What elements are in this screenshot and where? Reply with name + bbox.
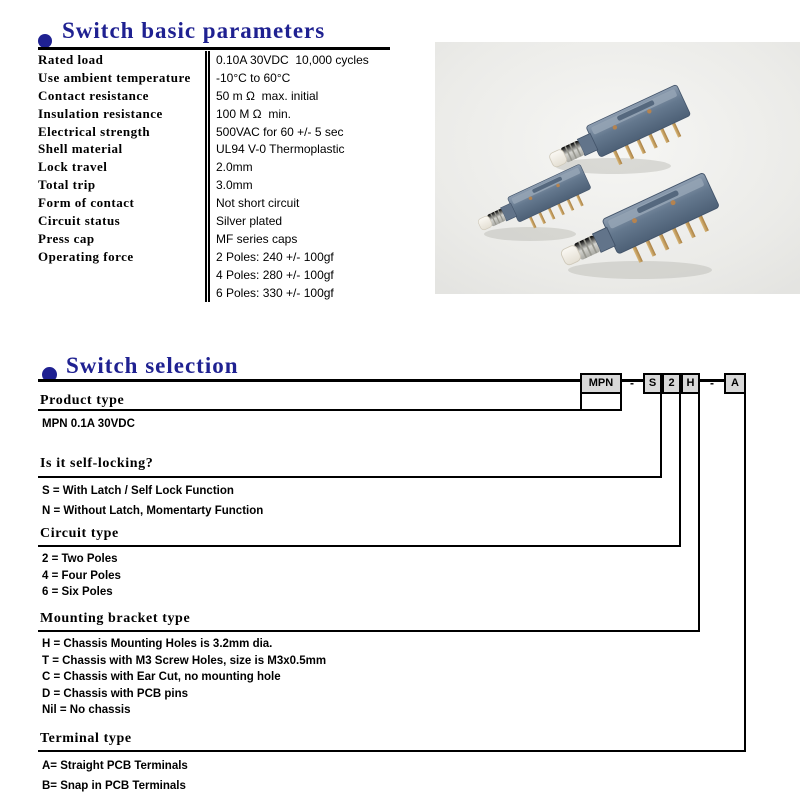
parameter-name: Circuit status bbox=[38, 212, 121, 228]
group-heading-product-type: Product type bbox=[40, 393, 125, 408]
parameter-value: 500VAC for 60 +/- 5 sec bbox=[216, 124, 344, 139]
table-row bbox=[38, 69, 390, 87]
table-row bbox=[38, 284, 390, 302]
option-item: H = Chassis Mounting Holes is 3.2mm dia. bbox=[42, 638, 273, 650]
parameter-name: Form of contact bbox=[38, 195, 135, 211]
parameter-value: 50 m Ω max. initial bbox=[216, 88, 319, 103]
option-item: D = Chassis with PCB pins bbox=[42, 687, 189, 700]
parameter-name: Operating force bbox=[38, 248, 134, 264]
table-row bbox=[38, 105, 390, 123]
group-rule bbox=[38, 545, 681, 547]
connector-line bbox=[744, 394, 746, 752]
group-heading-terminal-type: Terminal type bbox=[40, 731, 132, 746]
option-item: A= Straight PCB Terminals bbox=[42, 760, 188, 772]
option-item: C = Chassis with Ear Cut, no mounting hole bbox=[42, 671, 281, 683]
part-number-box-series: MPN bbox=[580, 373, 622, 394]
option-item: Nil = No chassis bbox=[42, 704, 131, 716]
group-rule bbox=[38, 630, 700, 632]
option-item: 2 = Two Poles bbox=[42, 553, 118, 565]
parameter-name: Rated load bbox=[38, 51, 104, 67]
parameters-table bbox=[38, 51, 390, 301]
table-row bbox=[38, 194, 390, 212]
parameter-value: 0.10A 30VDC 10,000 cycles bbox=[216, 52, 369, 67]
group-items-self-locking bbox=[42, 481, 263, 521]
option-item: 4 = Four Poles bbox=[42, 569, 121, 582]
table-row bbox=[38, 158, 390, 176]
section-bullet-icon bbox=[38, 34, 52, 48]
parameter-value: Silver plated bbox=[216, 213, 283, 228]
product-photo bbox=[435, 42, 800, 294]
parameter-name: Lock travel bbox=[38, 159, 108, 175]
group-items-mounting-bracket bbox=[42, 636, 326, 719]
part-number-separator: - bbox=[710, 376, 714, 390]
parameter-value: UL94 V-0 Thermoplastic bbox=[216, 142, 345, 157]
table-row bbox=[38, 51, 390, 69]
table-row bbox=[38, 140, 390, 158]
table-column-divider bbox=[205, 51, 210, 302]
parameter-value: 6 Poles: 330 +/- 100gf bbox=[216, 285, 334, 300]
table-row bbox=[38, 212, 390, 230]
parameter-name: Press cap bbox=[38, 230, 95, 246]
connector-line bbox=[660, 394, 662, 478]
parameter-value: 3.0mm bbox=[216, 178, 253, 193]
connector-line bbox=[698, 394, 700, 632]
table-row bbox=[38, 230, 390, 248]
table-row bbox=[38, 176, 390, 194]
group-rule bbox=[38, 476, 662, 478]
part-number-separator: - bbox=[630, 376, 634, 390]
parameters-table-body bbox=[38, 51, 390, 301]
parameter-name: Contact resistance bbox=[38, 87, 149, 103]
parameter-value: -10°C to 60°C bbox=[216, 70, 291, 85]
group-rule bbox=[38, 750, 746, 752]
option-item: 6 = Six Poles bbox=[42, 586, 113, 598]
parameter-value: 4 Poles: 280 +/- 100gf bbox=[216, 267, 334, 282]
part-number-box-terminal: A bbox=[724, 373, 746, 394]
parameter-name: Total trip bbox=[38, 177, 96, 193]
part-number-box-poles: 2 bbox=[662, 373, 681, 394]
table-top-rule bbox=[38, 47, 390, 50]
table-row bbox=[38, 123, 390, 141]
part-number-box-bracket: H bbox=[681, 373, 700, 394]
group-heading-mounting-bracket: Mounting bracket type bbox=[40, 611, 191, 626]
option-item: S = With Latch / Self Lock Function bbox=[42, 485, 234, 497]
table-row bbox=[38, 87, 390, 105]
group-items-circuit-type bbox=[42, 551, 121, 601]
parameter-value: Not short circuit bbox=[216, 196, 300, 211]
selection-title-rule bbox=[38, 379, 746, 382]
parameter-name: Shell material bbox=[38, 141, 123, 157]
parameter-value: 2.0mm bbox=[216, 160, 253, 175]
switch-selection-title: Switch selection bbox=[66, 353, 239, 378]
parameter-name: Insulation resistance bbox=[38, 105, 163, 121]
parameter-value: 2 Poles: 240 +/- 100gf bbox=[216, 249, 334, 264]
part-number-box-latch: S bbox=[643, 373, 662, 394]
table-row bbox=[38, 266, 390, 284]
group-heading-circuit-type: Circuit type bbox=[40, 526, 119, 541]
connector-line bbox=[679, 394, 681, 547]
parameter-value: MF series caps bbox=[216, 231, 298, 246]
group-items-terminal-type bbox=[42, 756, 188, 796]
group-rule bbox=[38, 409, 622, 411]
parameter-name: Electrical strength bbox=[38, 123, 151, 139]
option-item: N = Without Latch, Momentarty Function bbox=[42, 505, 264, 517]
switch-selection-section bbox=[0, 350, 800, 800]
group-items-product-type bbox=[42, 416, 135, 433]
parameter-value: 100 M Ω min. bbox=[216, 106, 291, 121]
table-row bbox=[38, 248, 390, 266]
option-item: MPN 0.1A 30VDC bbox=[42, 418, 135, 430]
basic-parameters-title: Switch basic parameters bbox=[62, 18, 326, 43]
group-heading-self-locking: Is it self-locking? bbox=[40, 456, 154, 471]
option-item: B= Snap in PCB Terminals bbox=[42, 780, 186, 792]
parameter-name: Use ambient temperature bbox=[38, 69, 191, 85]
option-item: T = Chassis with M3 Screw Holes, size is M3x0.5mm bbox=[42, 654, 327, 667]
